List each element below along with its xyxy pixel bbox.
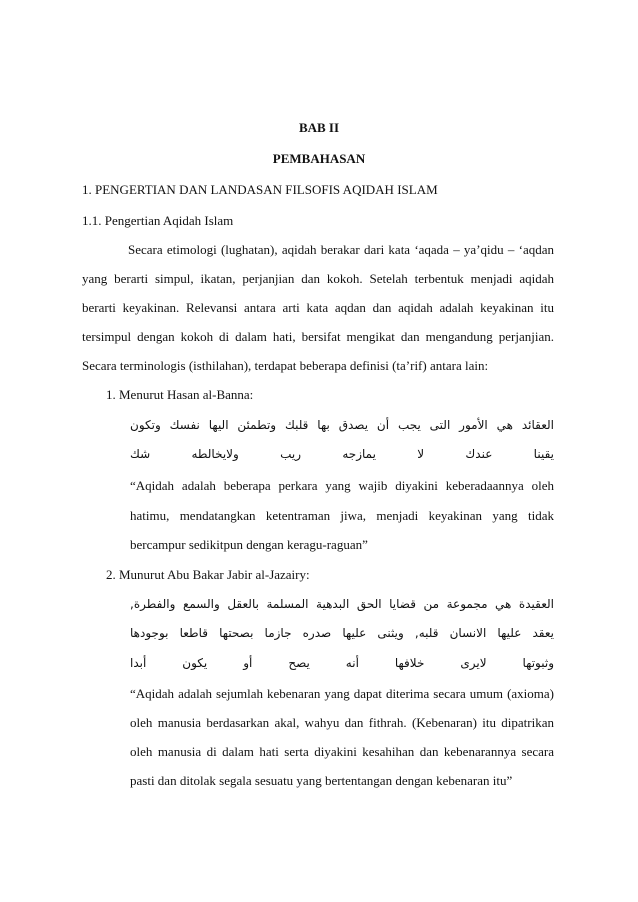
list-item-heading: 1. Menurut Hasan al-Banna: <box>106 387 254 402</box>
list-item-heading: 2. Munurut Abu Bakar Jabir al-Jazairy: <box>106 567 310 582</box>
translation-line: “Aqidah adalah sejumlah kebenaran yang dapat diterima secara umum (axioma) <box>130 686 554 701</box>
arabic-text-line: يعقد عليها الانسان قلبه, ويثنى عليها صدره جازما بصحتها قاطعا بوجودها <box>130 626 554 640</box>
translation-line: oleh manusia berdasarkan akal, wahyu dan fithrah. (Kebenaran) itu dipatrikan <box>130 715 554 730</box>
section-heading: 1. PENGERTIAN DAN LANDASAN FILSOFIS AQIDAH ISLAM <box>82 182 438 197</box>
translation-line: pasti dan ditolak segala sesuatu yang bertentangan dengan kebenaran itu” <box>130 773 513 788</box>
paragraph-line: Secara terminologis (isthilahan), terdapat beberapa definisi (ta’rif) antara lain: <box>82 358 489 373</box>
arabic-text-line: وثبوتها لايرى خلافها أنه يصح أو يكون أبدا <box>130 656 554 670</box>
translation-line: “Aqidah adalah beberapa perkara yang wajib diyakini keberadaannya oleh <box>130 478 554 493</box>
paragraph-line: berarti keyakinan. Relevansi antara arti kata aqdan dan aqidah adalah keyakinan itu <box>82 300 554 315</box>
translation-line: oleh manusia di dalam hati serta diyakini kesahihan dan kebenarannya secara <box>130 744 554 759</box>
paragraph-line: yang berarti simpul, ikatan, perjanjian dan kokoh. Setelah terbentuk menjadi aqidah <box>82 271 554 286</box>
paragraph-line: Secara etimologi (lughatan), aqidah berakar dari kata ‘aqada – ya’qidu – ‘aqdan <box>128 242 554 257</box>
arabic-text-line: العقيدة هي مجموعة من قضايا الحق البدهية المسلمة بالعقل والسمع والفطرة, <box>130 597 554 611</box>
translation-line: hatimu, mendatangkan ketentraman jiwa, menjadi keyakinan yang tidak <box>130 508 554 523</box>
subsection-heading: 1.1. Pengertian Aqidah Islam <box>82 213 234 228</box>
arabic-text-line: يقينا عندك لا يمازجه ريب ولايخالطه شك <box>130 447 554 461</box>
chapter-label: BAB II <box>298 120 340 135</box>
translation-line: bercampur sedikitpun dengan keragu-raguan” <box>130 537 368 552</box>
chapter-title: PEMBAHASAN <box>272 151 366 166</box>
arabic-text-line: العقائد هي الأمور التى يجب أن يصدق بها قلبك وتطمئن اليها نفسك وتكون <box>130 418 554 432</box>
paragraph-line: tersimpul dengan kokoh di dalam hati, bersifat mengikat dan mengandung perjanjian. <box>82 329 554 344</box>
